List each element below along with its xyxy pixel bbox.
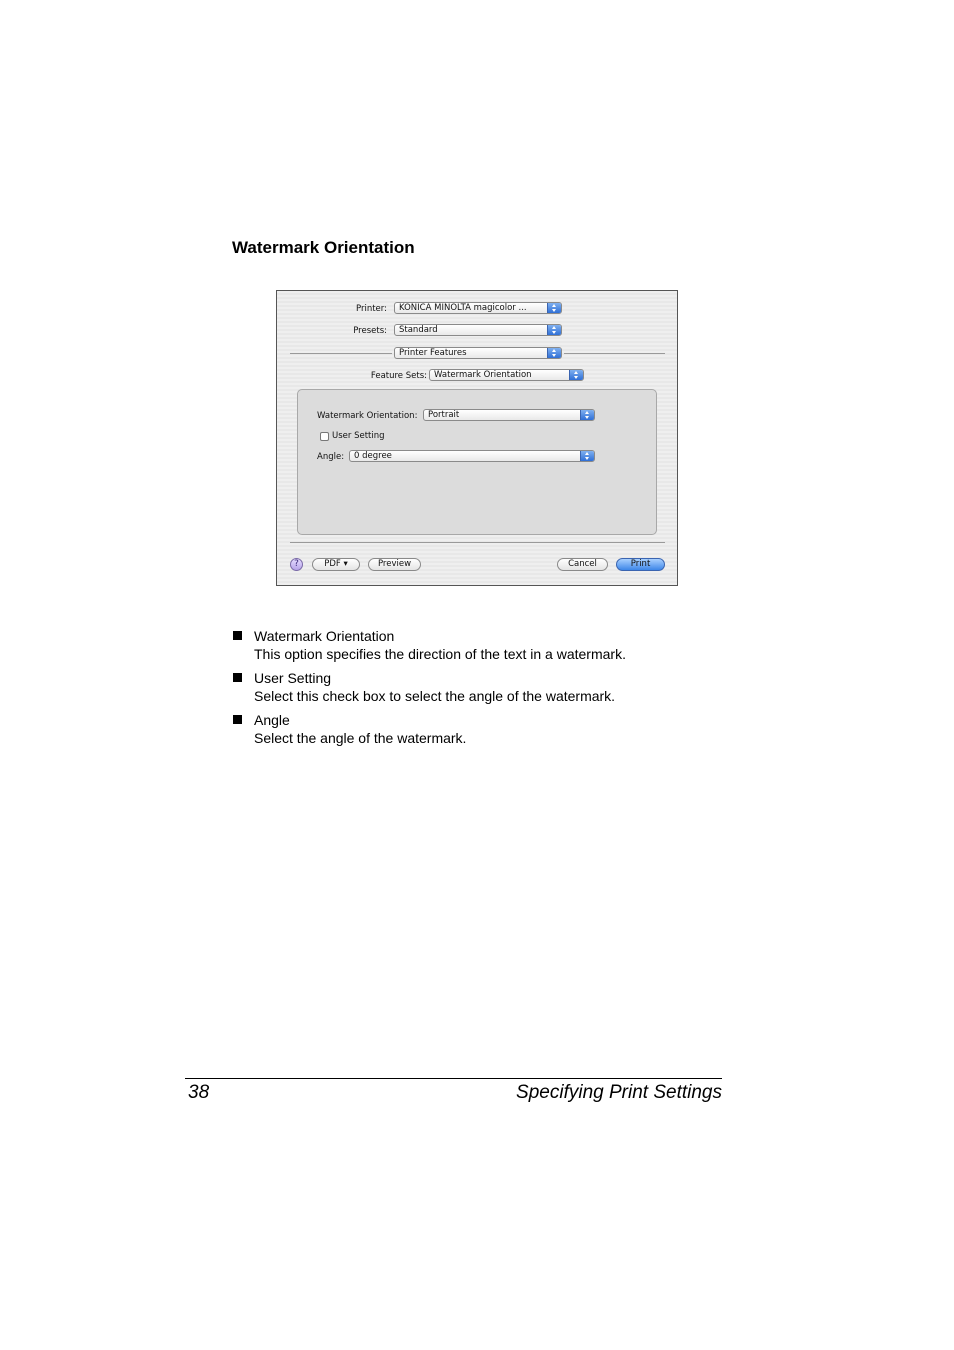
bullet-title: Watermark Orientation bbox=[254, 628, 395, 644]
user-setting-label: User Setting bbox=[332, 431, 385, 441]
list-item bbox=[232, 628, 752, 663]
cancel-button[interactable]: Cancel bbox=[557, 558, 608, 571]
divider-left bbox=[290, 353, 392, 354]
popup-arrows-icon bbox=[580, 410, 594, 420]
bullet-description: Select the angle of the watermark. bbox=[254, 729, 467, 746]
bullet-list bbox=[232, 628, 752, 754]
presets-popup[interactable] bbox=[394, 324, 562, 336]
help-icon[interactable]: ? bbox=[290, 558, 303, 571]
angle-popup[interactable] bbox=[349, 450, 595, 462]
presets-popup-value: Standard bbox=[399, 325, 438, 335]
bullet-description: Select this check box to select the angle of the watermark. bbox=[254, 687, 616, 704]
feature-sets-popup[interactable] bbox=[429, 369, 584, 381]
print-dialog bbox=[276, 290, 678, 586]
bullet-description: This option specifies the direction of the text in a watermark. bbox=[254, 645, 626, 662]
watermark-orientation-value: Portrait bbox=[428, 410, 460, 420]
watermark-orientation-label: Watermark Orientation: bbox=[317, 411, 418, 421]
bullet-title: Angle bbox=[254, 712, 290, 728]
list-item bbox=[232, 712, 752, 747]
user-setting-checkbox[interactable] bbox=[320, 432, 329, 441]
feature-sets-label: Feature Sets: bbox=[370, 371, 427, 381]
printer-label: Printer: bbox=[356, 304, 387, 314]
print-button[interactable]: Print bbox=[616, 558, 665, 571]
pdf-button[interactable]: PDF ▾ bbox=[312, 558, 360, 571]
bullet-square-icon bbox=[233, 715, 242, 724]
printer-popup[interactable] bbox=[394, 302, 562, 314]
presets-label: Presets: bbox=[353, 326, 387, 336]
page-number: 38 bbox=[188, 1082, 210, 1103]
panel-popup[interactable] bbox=[394, 347, 562, 359]
feature-options-box bbox=[297, 389, 657, 535]
watermark-orientation-popup[interactable] bbox=[423, 409, 595, 421]
angle-label: Angle: bbox=[317, 452, 345, 462]
footer-rule bbox=[185, 1078, 722, 1079]
popup-arrows-icon bbox=[569, 370, 583, 380]
section-heading: Watermark Orientation bbox=[232, 238, 415, 257]
printer-popup-value: KONICA MINOLTA magicolor ... bbox=[399, 303, 527, 313]
popup-arrows-icon bbox=[547, 303, 561, 313]
panel-popup-value: Printer Features bbox=[399, 348, 467, 358]
list-item bbox=[232, 670, 752, 705]
bullet-square-icon bbox=[233, 631, 242, 640]
popup-arrows-icon bbox=[547, 325, 561, 335]
feature-sets-popup-value: Watermark Orientation bbox=[434, 370, 532, 380]
angle-popup-value: 0 degree bbox=[354, 451, 392, 461]
popup-arrows-icon bbox=[580, 451, 594, 461]
bullet-title: User Setting bbox=[254, 670, 332, 686]
popup-arrows-icon bbox=[547, 348, 561, 358]
divider-right bbox=[564, 353, 665, 354]
bullet-square-icon bbox=[233, 673, 242, 682]
preview-button[interactable]: Preview bbox=[368, 558, 421, 571]
footer-section-title: Specifying Print Settings bbox=[516, 1082, 722, 1103]
bottom-divider bbox=[290, 542, 665, 543]
